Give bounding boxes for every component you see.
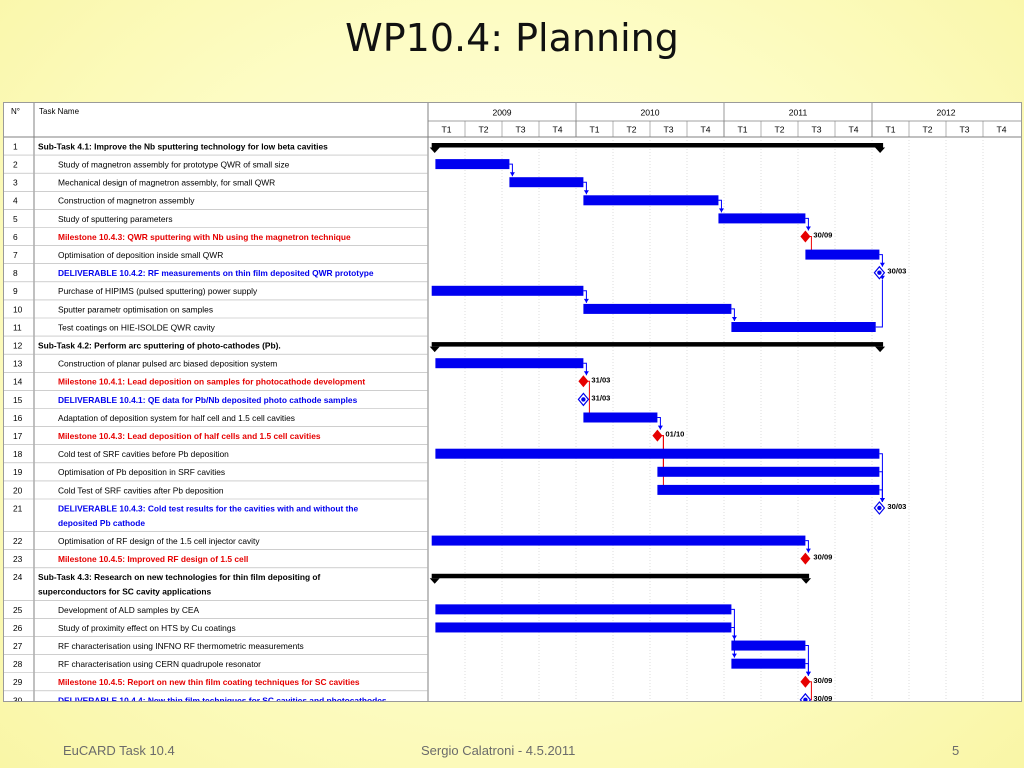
task-name: Test coatings on HIE-ISOLDE QWR cavity — [58, 322, 215, 333]
quarter-label: T2 — [774, 124, 785, 135]
deliverable-dot — [877, 271, 881, 275]
task-bar — [718, 213, 805, 223]
dependency-arrowhead — [584, 371, 589, 375]
footer-author-date: Sergio Calatroni - 4.5.2011 — [421, 743, 576, 758]
quarter-label: T1 — [737, 124, 748, 135]
quarter-label: T4 — [552, 124, 563, 135]
quarter-label: T2 — [478, 124, 489, 135]
dependency-arrowhead — [510, 172, 515, 176]
milestone-diamond — [578, 375, 588, 387]
dependency-link — [657, 436, 663, 490]
task-name: Sputter parametr optimisation on samples — [58, 304, 214, 315]
milestone-diamond — [652, 430, 662, 442]
task-name: Cold Test of SRF cavities after Pb deposition — [58, 485, 224, 496]
milestone-diamond — [800, 231, 810, 243]
row-number: 19 — [13, 467, 23, 478]
summary-bar-end-cap — [801, 578, 811, 584]
quarter-label: T4 — [848, 124, 859, 135]
task-bar — [435, 622, 731, 632]
task-name-continued: deposited Pb cathode — [58, 517, 146, 528]
task-name: RF characterisation using CERN quadrupole resonator — [58, 659, 261, 670]
row-number: 28 — [13, 659, 23, 670]
quarter-label: T3 — [663, 124, 674, 135]
task-bar — [435, 449, 879, 459]
deliverable-name: DELIVERABLE 10.4.2: RF measurements on thin film deposited QWR prototype — [58, 268, 374, 279]
milestone-date-label: 31/03 — [591, 375, 611, 385]
task-bar — [657, 485, 879, 495]
row-number: 3 — [13, 177, 18, 188]
row-number: 30 — [13, 695, 23, 701]
row-number: 29 — [13, 677, 23, 688]
row-number: 12 — [13, 340, 23, 351]
deliverable-name: DELIVERABLE 10.4.1: QE data for Pb/Nb deposited photo cathode samples — [58, 394, 358, 405]
row-number: 6 — [13, 231, 18, 242]
quarter-label: T2 — [922, 124, 933, 135]
row-number: 1 — [13, 141, 18, 152]
task-name: Adaptation of deposition system for half cell and 1.5 cell cavities — [58, 412, 295, 423]
task-name: Purchase of HIPIMS (pulsed sputtering) power supply — [58, 286, 258, 297]
task-bar — [805, 250, 879, 260]
footer-page-number: 5 — [952, 743, 960, 758]
row-number: 8 — [13, 268, 18, 279]
milestone-name: Milestone 10.4.3: Lead deposition of half cells and 1.5 cell cavities — [58, 431, 321, 441]
summary-bar-start-cap — [430, 148, 440, 154]
dependency-arrowhead — [584, 299, 589, 303]
subtask-name: Sub-Task 4.2: Perform arc sputtering of photo-cathodes (Pb). — [38, 340, 281, 351]
task-bar — [432, 286, 584, 296]
task-bar — [435, 358, 583, 368]
milestone-date-label: 30/09 — [813, 552, 833, 562]
gantt-chart — [3, 102, 1022, 702]
deliverable-date-label: 30/03 — [887, 502, 907, 511]
row-number: 27 — [13, 640, 23, 651]
deliverable-dot — [581, 397, 585, 401]
row-number: 9 — [13, 286, 18, 297]
quarter-label: T1 — [885, 124, 896, 135]
dependency-arrowhead — [806, 549, 811, 553]
task-bar — [432, 536, 806, 546]
task-name: Development of ALD samples by CEA — [58, 604, 200, 615]
task-name: Mechanical design of magnetron assembly, for small QWR — [58, 177, 276, 188]
deliverable-date-label: 31/03 — [591, 393, 611, 403]
milestone-name: Milestone 10.4.1: Lead deposition on samples for photocathode development — [58, 376, 366, 387]
dependency-arrowhead — [880, 263, 885, 267]
row-number: 2 — [13, 159, 18, 170]
gantt-svg — [4, 103, 1021, 701]
task-name: Study of sputtering parameters — [58, 213, 173, 224]
task-bar — [435, 604, 731, 614]
milestone-diamond — [800, 553, 810, 565]
task-bar — [583, 195, 718, 205]
deliverable-name: DELIVERABLE 10.4.4: New thin film techniques for SC cavities and photocathodes — [58, 695, 387, 701]
summary-bar — [432, 342, 883, 347]
row-number: 15 — [13, 394, 23, 405]
dependency-arrowhead — [658, 426, 663, 430]
quarter-label: T1 — [441, 124, 452, 135]
task-bar — [731, 659, 805, 669]
row-number: 13 — [13, 358, 23, 369]
summary-bar-end-cap — [875, 148, 885, 154]
row-number: 24 — [13, 572, 23, 583]
year-label: 2009 — [492, 107, 512, 118]
dependency-arrowhead — [806, 672, 811, 676]
subtask-name: Sub-Task 4.3: Research on new technologies for thin film depositing of — [38, 572, 321, 583]
row-number: 23 — [13, 554, 23, 565]
dependency-arrowhead — [880, 498, 885, 502]
summary-bar — [432, 143, 883, 148]
deliverable-dot — [877, 506, 881, 510]
quarter-label: T4 — [996, 124, 1007, 135]
task-bar — [731, 322, 875, 332]
dependency-link — [876, 280, 883, 327]
dependency-arrowhead — [584, 190, 589, 194]
row-number: 5 — [13, 213, 18, 224]
slide-title: WP10.4: Planning — [345, 16, 679, 60]
task-name: Optimisation of Pb deposition in SRF cavities — [58, 467, 226, 478]
year-label: 2012 — [936, 107, 956, 118]
column-header-task-name: Task Name — [39, 107, 80, 116]
task-bar — [509, 177, 583, 187]
row-number: 14 — [13, 376, 23, 387]
row-number: 18 — [13, 449, 23, 460]
task-name: Optimisation of deposition inside small QWR — [58, 250, 224, 260]
task-name: Study of magnetron assembly for prototype QWR of small size — [58, 159, 290, 170]
dependency-arrowhead — [806, 227, 811, 231]
task-bar — [657, 467, 879, 477]
row-number: 26 — [13, 622, 23, 633]
row-number: 20 — [13, 485, 23, 496]
task-bar — [583, 413, 657, 423]
row-number: 7 — [13, 250, 18, 260]
dependency-arrowhead — [732, 654, 737, 658]
row-number: 4 — [13, 195, 18, 206]
task-bar — [583, 304, 731, 314]
task-name: RF characterisation using INFNO RF thermometric measurements — [58, 640, 304, 651]
quarter-label: T2 — [626, 124, 637, 135]
task-name: Study of proximity effect on HTS by Cu coatings — [58, 622, 236, 633]
milestone-date-label: 30/09 — [813, 230, 833, 240]
quarter-label: T3 — [515, 124, 526, 135]
task-bar — [731, 641, 805, 651]
quarter-label: T3 — [959, 124, 970, 135]
quarter-label: T4 — [700, 124, 711, 135]
subtask-name: Sub-Task 4.1: Improve the Nb sputtering technology for low beta cavities — [38, 141, 328, 152]
footer-project: EuCARD Task 10.4 — [63, 743, 175, 758]
summary-bar — [432, 574, 809, 579]
task-name: Optimisation of RF design of the 1.5 cell injector cavity — [58, 535, 260, 546]
year-label: 2011 — [788, 107, 808, 118]
row-number: 16 — [13, 412, 23, 423]
milestone-date-label: 30/09 — [813, 675, 833, 685]
milestone-diamond — [800, 676, 810, 688]
milestone-name: Milestone 10.4.5: Improved RF design of 1.5 cell — [58, 554, 249, 565]
dependency-arrowhead — [719, 208, 724, 212]
milestone-name: Milestone 10.4.5: Report on new thin film coating techniques for SC cavities — [58, 677, 360, 688]
task-bar — [435, 159, 509, 169]
row-number: 25 — [13, 604, 23, 615]
row-number: 17 — [13, 431, 23, 441]
task-name: Cold test of SRF cavities before Pb deposition — [58, 449, 229, 460]
deliverable-name: DELIVERABLE 10.4.3: Cold test results for the cavities with and without the — [58, 503, 359, 514]
row-number: 11 — [13, 322, 22, 333]
row-number: 10 — [13, 304, 23, 315]
row-number: 22 — [13, 535, 23, 546]
year-label: 2010 — [640, 107, 660, 118]
column-header-number: N° — [11, 107, 20, 116]
summary-bar-start-cap — [430, 347, 440, 353]
quarter-label: T3 — [811, 124, 822, 135]
deliverable-date-label: 30/09 — [813, 693, 833, 701]
deliverable-date-label: 30/03 — [887, 266, 907, 276]
milestone-name: Milestone 10.4.3: QWR sputtering with Nb using the magnetron technique — [58, 231, 351, 242]
row-number: 21 — [13, 503, 23, 514]
quarter-label: T1 — [589, 124, 600, 135]
task-name-continued: superconductors for SC cavity applications — [38, 586, 212, 597]
summary-bar-end-cap — [875, 347, 885, 353]
task-name: Construction of magnetron assembly — [58, 195, 195, 206]
milestone-date-label: 01/10 — [665, 429, 685, 439]
task-name: Construction of planar pulsed arc biased deposition system — [58, 358, 278, 369]
dependency-arrowhead — [732, 317, 737, 321]
summary-bar-start-cap — [430, 578, 440, 584]
